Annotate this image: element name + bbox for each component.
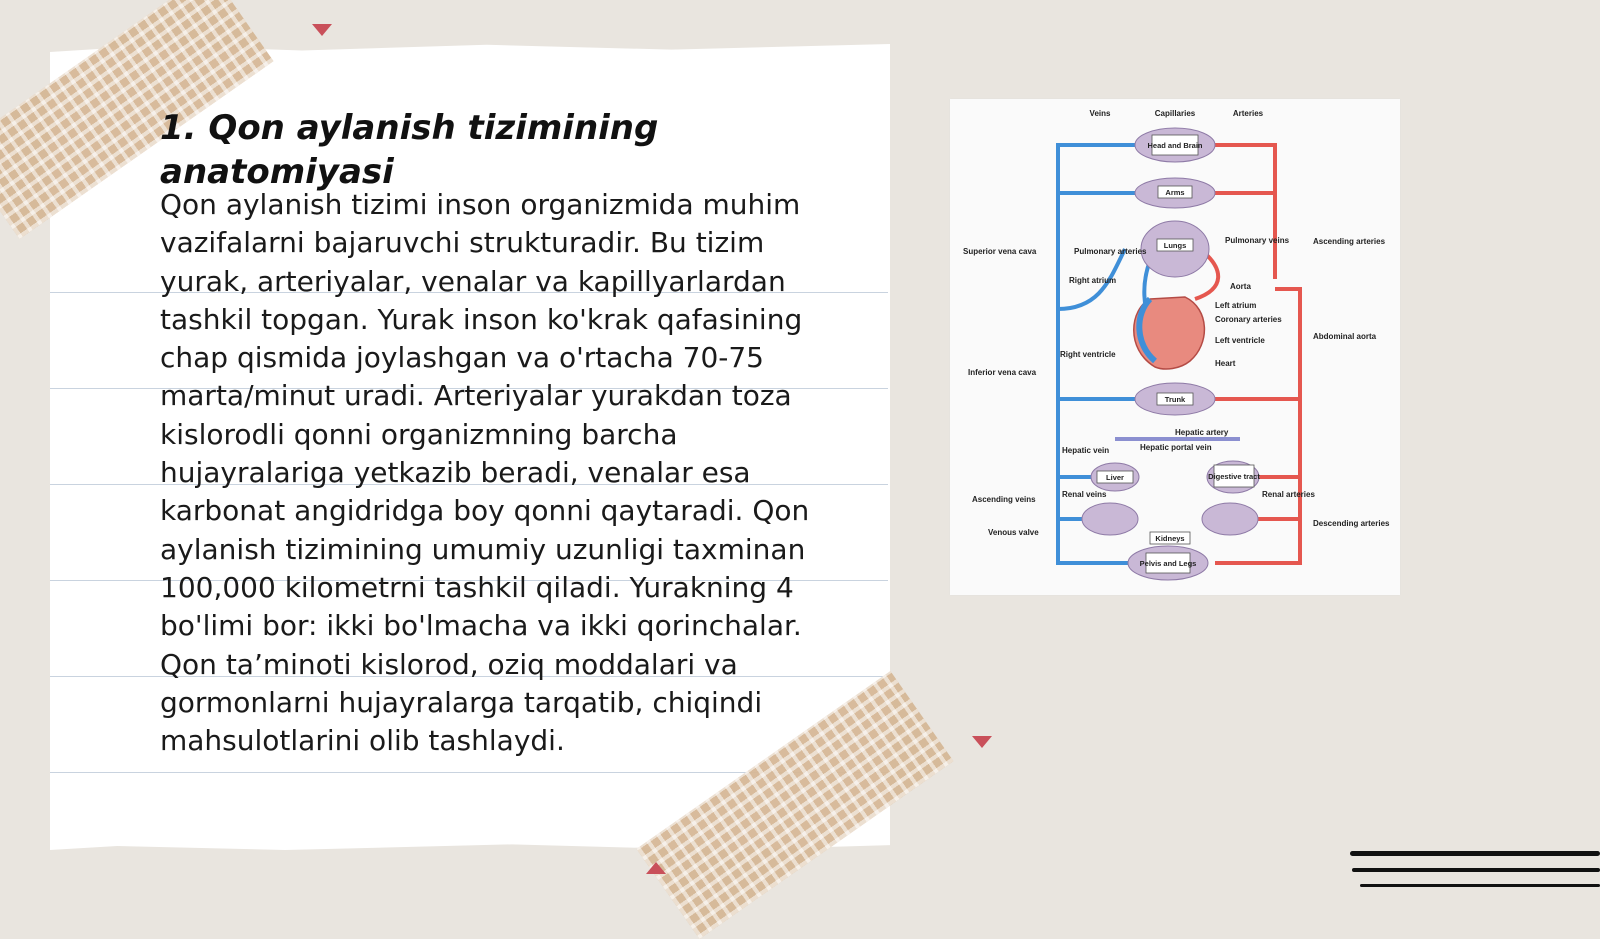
slide-body-text: Qon aylanish tizimi inson organizmida muhim vazifalarni bajaruvchi strukturadir. Bu tizim yurak, arteriyalar, venalar va kapillyarlardan tashkil topgan. Yurak inson ko'krak qafasining chap qismida joylashgan va o'rtacha 70-75 marta/minut uradi. Arteriyalar yurakdan toza kislorodli qonni organizmning barcha hujayralariga yetkazib beradi, venalar esa karbonat angidridga boy qonni qaytaradi. Qon aylanish tizimining umumiy uzunligi taxminan 100,000 kilometrni tashkil qiladi. Yurakning 4 bo'limi bor: ikki bo'lmacha va ikki qorinchalar. Qon ta’minoti kislorod, oziq moddalari va gormonlarni hujayralarga tarqatib, chiqindi mahsulotlarini olib tashlaydi. — [160, 188, 810, 758]
label-heart: Heart — [1215, 359, 1236, 368]
label-descending-arteries: Descending arteries — [1313, 519, 1390, 528]
label-aorta: Aorta — [1230, 282, 1251, 291]
label-hepatic-vein: Hepatic vein — [1062, 446, 1110, 455]
label-right-ventricle: Right ventricle — [1060, 350, 1116, 359]
label-veins: Veins — [1089, 109, 1111, 118]
label-left-ventricle: Left ventricle — [1215, 336, 1265, 345]
capillary-kidney-right — [1202, 503, 1258, 535]
tape-pin-top — [312, 24, 332, 36]
organ-label-trunk: Trunk — [1164, 395, 1186, 404]
label-hepatic-portal-vein: Hepatic portal vein — [1140, 443, 1212, 452]
organ-label-digestive: Digestive tract — [1208, 472, 1260, 481]
label-hepatic-artery: Hepatic artery — [1175, 428, 1229, 437]
label-inferior-vena-cava: Inferior vena cava — [968, 368, 1037, 377]
tape-pin-bottom-right — [972, 736, 992, 748]
label-superior-vena-cava: Superior vena cava — [963, 247, 1037, 256]
tape-pin-bottom-left — [646, 862, 666, 874]
label-right-atrium: Right atrium — [1069, 276, 1117, 285]
decorative-stroke — [1350, 851, 1600, 856]
organ-label-arms: Arms — [1165, 188, 1185, 197]
label-capillaries: Capillaries — [1154, 109, 1196, 118]
decorative-stroke — [1360, 884, 1600, 887]
organ-label-kidneys: Kidneys — [1155, 534, 1185, 543]
organ-label-head: Head and Brain — [1147, 141, 1203, 150]
artery-head-line — [1215, 145, 1275, 279]
label-abdominal-aorta: Abdominal aorta — [1313, 332, 1377, 341]
label-venous-valve: Venous valve — [988, 528, 1039, 537]
organ-label-liver: Liver — [1106, 473, 1124, 482]
decorative-stroke — [1352, 868, 1600, 872]
label-renal-veins: Renal veins — [1062, 490, 1107, 499]
organ-label-lungs: Lungs — [1163, 241, 1187, 250]
label-pulmonary-arteries: Pulmonary arteries — [1074, 247, 1147, 256]
slide-title: 1. Qon aylanish tizimining anatomiyasi — [160, 108, 659, 192]
organ-label-pelvis: Pelvis and Legs — [1139, 559, 1197, 568]
circulatory-system-diagram — [950, 99, 1400, 595]
label-ascending-arteries: Ascending arteries — [1313, 237, 1386, 246]
label-renal-arteries: Renal arteries — [1262, 490, 1315, 499]
label-coronary-arteries: Coronary arteries — [1215, 315, 1282, 324]
label-pulmonary-veins: Pulmonary veins — [1225, 236, 1290, 245]
circulatory-diagram-svg — [950, 99, 1400, 595]
label-arteries: Arteries — [1232, 109, 1264, 118]
label-left-atrium: Left atrium — [1215, 301, 1257, 310]
capillary-kidney-left — [1082, 503, 1138, 535]
label-ascending-veins: Ascending veins — [972, 495, 1036, 504]
